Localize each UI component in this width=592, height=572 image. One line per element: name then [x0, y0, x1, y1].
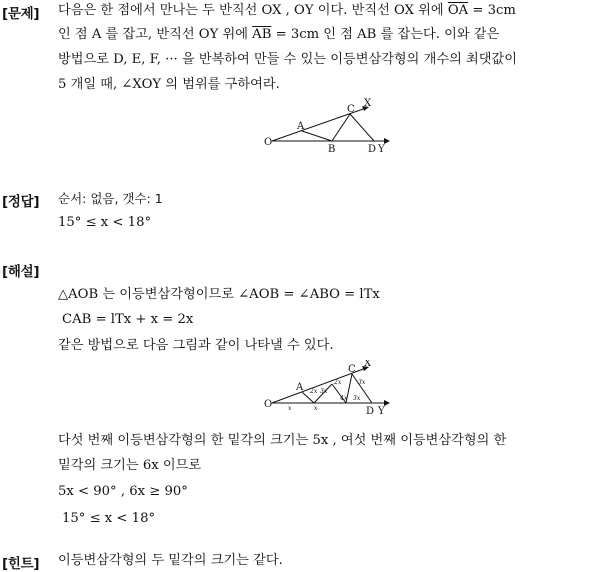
- explanation-line-3: 같은 방법으로 다음 그림과 같이 나타낼 수 있다.: [58, 338, 334, 353]
- label-a: A: [297, 121, 305, 132]
- angle-2x: 2x: [310, 388, 318, 395]
- problem-line-2: [58, 26, 499, 44]
- problem-line-4: 5 개일 때, ∠XOY 의 범위를 구하여라.: [58, 77, 280, 92]
- label-o: O: [264, 137, 273, 148]
- angle-3x: 3x: [320, 388, 328, 395]
- label-x: X: [364, 360, 372, 369]
- figure-rays: [262, 98, 392, 156]
- label-x: X: [364, 98, 372, 109]
- segment-bc-line: [332, 114, 350, 141]
- answer-label: [정답]: [2, 194, 40, 210]
- hint-line-1: 이등변삼각형의 두 밑각의 크기는 같다.: [58, 553, 283, 568]
- angle-3x-2: 3x: [353, 395, 361, 402]
- label-d: D: [366, 406, 375, 417]
- answer-line-2: 15° ≤ x < 18°: [58, 215, 152, 230]
- arrow-y: [384, 138, 390, 144]
- label-d: D: [368, 144, 377, 155]
- segment-cd-line: [350, 114, 374, 141]
- problem-text: = 3cm 인 점 AB 를 잡는다. 이와 같은: [271, 27, 500, 42]
- problem-line-3: 방법으로 D, E, F, ··· 을 반복하여 만들 수 있는 이등변삼각형의 개수의 최댓값이: [58, 52, 517, 67]
- segment-oa: $\overline{OA}$: [447, 3, 469, 18]
- problem-label: [문제]: [2, 6, 40, 22]
- problem-text: = 3cm: [468, 3, 516, 18]
- problem-text: 다음은 한 점에서 만나는 두 반직선 OX , OY 이다. 반직선 OX 위에: [58, 3, 448, 18]
- label-o: O: [264, 399, 273, 410]
- label-c: C: [347, 104, 355, 115]
- arrow-y: [384, 400, 390, 406]
- label-c: C: [348, 364, 356, 375]
- segment-ab-line: [302, 131, 332, 141]
- angle-x-1: x: [288, 405, 292, 412]
- explanation-line-2: CAB = lTx + x = 2x: [62, 312, 194, 327]
- explanation-line-6: 5x < 90° , 6x ≥ 90°: [58, 484, 188, 499]
- angle-2x-2: 2x: [334, 379, 342, 386]
- explanation-line-1: △AOB 는 이등변삼각형이므로 ∠AOB = ∠ABO = lTx: [58, 287, 380, 302]
- label-y: Y: [378, 406, 385, 417]
- problem-line-1: [58, 2, 516, 20]
- explanation-line-5: 밑각의 크기는 6x 이므로: [58, 458, 202, 473]
- angle-4x: 4x: [340, 395, 348, 402]
- figure-angles: [262, 360, 392, 418]
- label-y: Y: [378, 144, 385, 155]
- explanation-label: [해설]: [2, 264, 40, 280]
- explanation-line-4: 다섯 번째 이등변삼각형의 한 밑각의 크기는 5x , 여섯 번째 이등변삼각형의 한: [58, 433, 507, 448]
- hint-label: [힌트]: [2, 556, 40, 572]
- answer-line-1: 순서: 없음, 갯수: 1: [58, 191, 163, 206]
- angle-3x-3: 3x: [358, 379, 366, 386]
- explanation-line-7: 15° ≤ x < 18°: [62, 511, 156, 526]
- problem-text: 인 점 A 를 잡고, 반직선 OY 위에: [58, 27, 253, 42]
- angle-x-2: x: [314, 405, 318, 412]
- label-b: B: [328, 144, 336, 155]
- label-a: A: [296, 382, 304, 393]
- segment-ab: $\overline{AB}$: [252, 27, 272, 42]
